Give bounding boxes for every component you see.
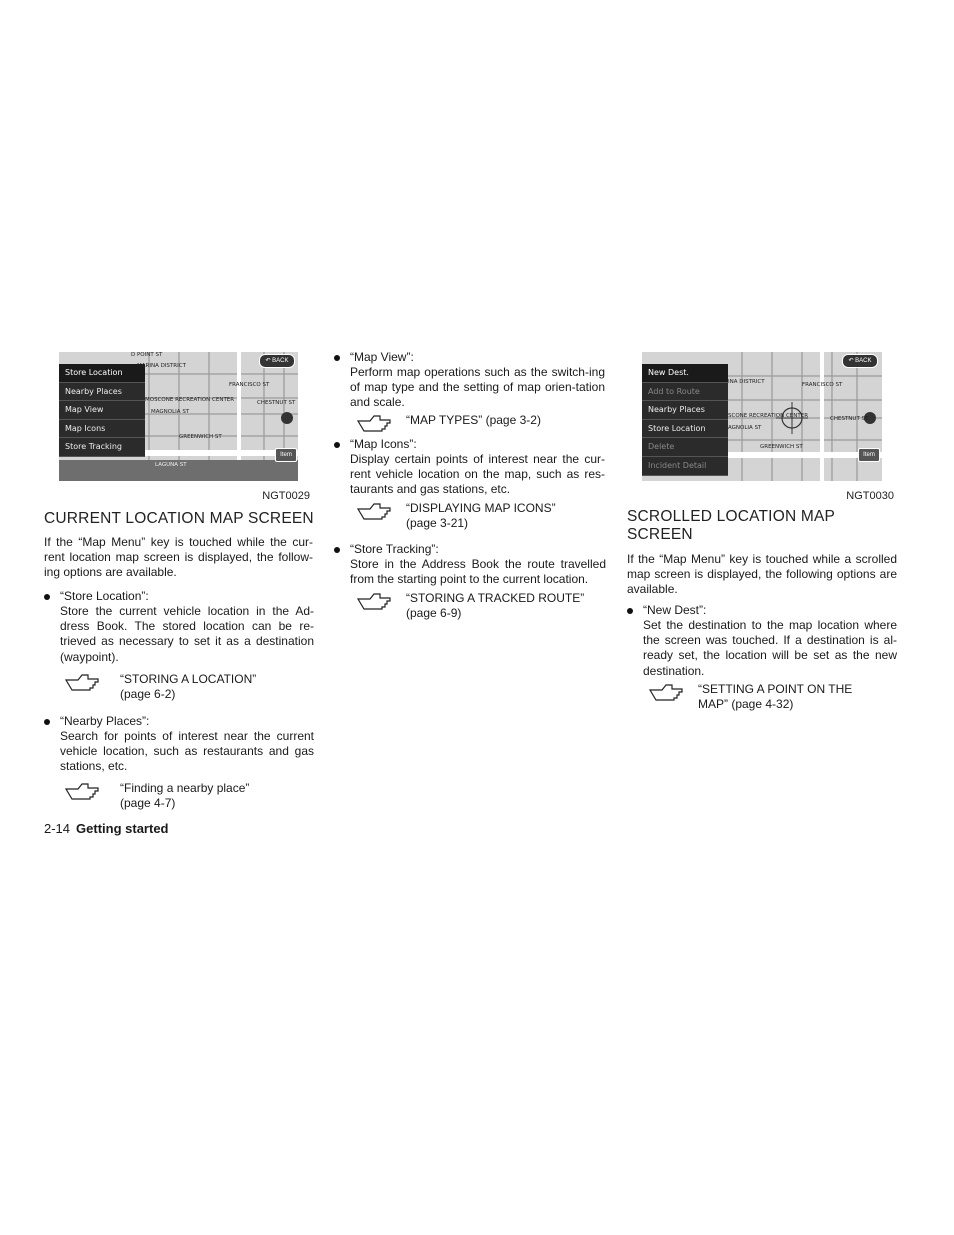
bullet-title: “Nearby Places”: (60, 714, 150, 728)
back-label: BACK (855, 358, 872, 364)
map-label: MARINA DISTRICT (137, 363, 186, 369)
menu-item-store-tracking[interactable]: Store Tracking (59, 438, 145, 457)
figure-scrolled-location-map (642, 352, 882, 481)
map-menu (59, 364, 145, 457)
reference-text: “MAP TYPES” (page 3-2) (406, 413, 541, 427)
bullet-dot-icon (627, 608, 633, 614)
bullet-title: “Map Icons”: (350, 437, 417, 451)
section-heading: SCROLLED LOCATION MAP SCREEN (627, 508, 835, 543)
menu-item-map-icons[interactable]: Map Icons (59, 420, 145, 439)
figure-current-location-map (59, 352, 298, 481)
bullet-title: “Store Tracking”: (350, 542, 439, 556)
map-label: D POINT ST (131, 352, 163, 358)
bullet-description: Perform map operations such as the switch-ing of map type and the setting of map orien-tation and scale. (350, 365, 605, 410)
map-label: GREENWICH ST (179, 434, 222, 440)
map-label: LAGUNA ST (155, 462, 187, 468)
bullet-description: Search for points of interest near the current vehicle location, such as restaurants and gas stations, etc. (60, 729, 314, 774)
bullet-title: “Store Location”: (60, 589, 149, 603)
map-label: MAGNOLIA ST (151, 409, 190, 415)
intro-paragraph: If the “Map Menu” key is touched while the cur-rent location map screen is displayed, the follow-ing options are available. (44, 535, 313, 580)
bullet-title: “New Dest”: (643, 603, 707, 617)
back-label: BACK (272, 358, 289, 364)
map-label: AGNOLIA ST (728, 425, 762, 431)
map-label: FRANCISCO ST (229, 382, 270, 388)
section-name: Getting started (76, 821, 169, 836)
pointing-hand-icon (64, 672, 102, 692)
bullet-dot-icon (334, 547, 340, 553)
reference-text: “SETTING A POINT ON THE MAP” (page 4-32) (698, 682, 853, 712)
item-button[interactable] (858, 448, 880, 462)
map-label: SCONE RECREATION CENTER (728, 413, 809, 419)
figure-code: NGT0029 (262, 490, 310, 502)
reference-text: “Finding a nearby place” (page 4-7) (120, 781, 250, 811)
reference-text: “STORING A TRACKED ROUTE” (page 6-9) (406, 591, 585, 621)
pointing-hand-icon (356, 591, 394, 611)
menu-item-map-view[interactable]: Map View (59, 401, 145, 420)
section-heading: CURRENT LOCATION MAP SCREEN (44, 510, 314, 527)
menu-item-new-dest[interactable]: New Dest. (642, 364, 728, 383)
pointing-hand-icon (64, 781, 102, 801)
map-label: GREENWICH ST (760, 444, 803, 450)
page-footer (44, 821, 169, 836)
bullet-dot-icon (334, 355, 340, 361)
menu-item-store-location[interactable]: Store Location (59, 364, 145, 383)
menu-item-nearby-places[interactable]: Nearby Places (59, 383, 145, 402)
reference-text: “DISPLAYING MAP ICONS” (page 3-21) (406, 501, 556, 531)
bullet-description: Set the destination to the map location where the screen was touched. If a destination is al-ready set, the location will be set as the new destination. (643, 618, 897, 678)
bullet-title: “Map View”: (350, 350, 414, 364)
pointing-hand-icon (356, 501, 394, 521)
bullet-description: Store in the Address Book the route travelled from the starting point to the current location. (350, 557, 606, 587)
menu-item-nearby-places[interactable]: Nearby Places (642, 401, 728, 420)
map-label: CHESTNUT ST (257, 400, 296, 406)
map-label: INA DISTRICT (728, 379, 765, 385)
item-label: Item (863, 452, 875, 458)
menu-item-delete[interactable]: Delete (642, 438, 728, 457)
map-label: FRANCISCO ST (802, 382, 843, 388)
bullet-description: Store the current vehicle location in the Ad-dress Book. The stored location can be re-trieved as necessary to set it as a destination (waypoint). (60, 604, 314, 664)
pointing-hand-icon (648, 682, 686, 702)
map-label: MOSCONE RECREATION CENTER (145, 397, 235, 403)
map-menu (642, 364, 728, 476)
back-arrow-icon: ↶ (265, 358, 271, 364)
menu-item-add-to-route[interactable]: Add to Route (642, 383, 728, 402)
back-button[interactable] (842, 354, 878, 368)
bullet-description: Display certain points of interest near the cur-rent vehicle location on the map, such as res-taurants and gas stations, etc. (350, 452, 605, 497)
item-button[interactable] (275, 448, 297, 462)
figure-code: NGT0030 (846, 490, 894, 502)
menu-item-incident-detail[interactable]: Incident Detail (642, 457, 728, 476)
pointing-hand-icon (356, 413, 394, 433)
menu-item-store-location[interactable]: Store Location (642, 420, 728, 439)
back-button[interactable] (259, 354, 295, 368)
bullet-dot-icon (44, 594, 50, 600)
bullet-dot-icon (334, 442, 340, 448)
intro-paragraph: If the “Map Menu” key is touched while a scrolled map screen is displayed, the following options are available. (627, 552, 897, 597)
page-number: 2-14 (44, 821, 71, 836)
map-label: CHESTNUT ST (830, 416, 869, 422)
bullet-dot-icon (44, 719, 50, 725)
back-arrow-icon: ↶ (848, 358, 854, 364)
reference-text: “STORING A LOCATION” (page 6-2) (120, 672, 257, 702)
item-label: Item (280, 452, 292, 458)
